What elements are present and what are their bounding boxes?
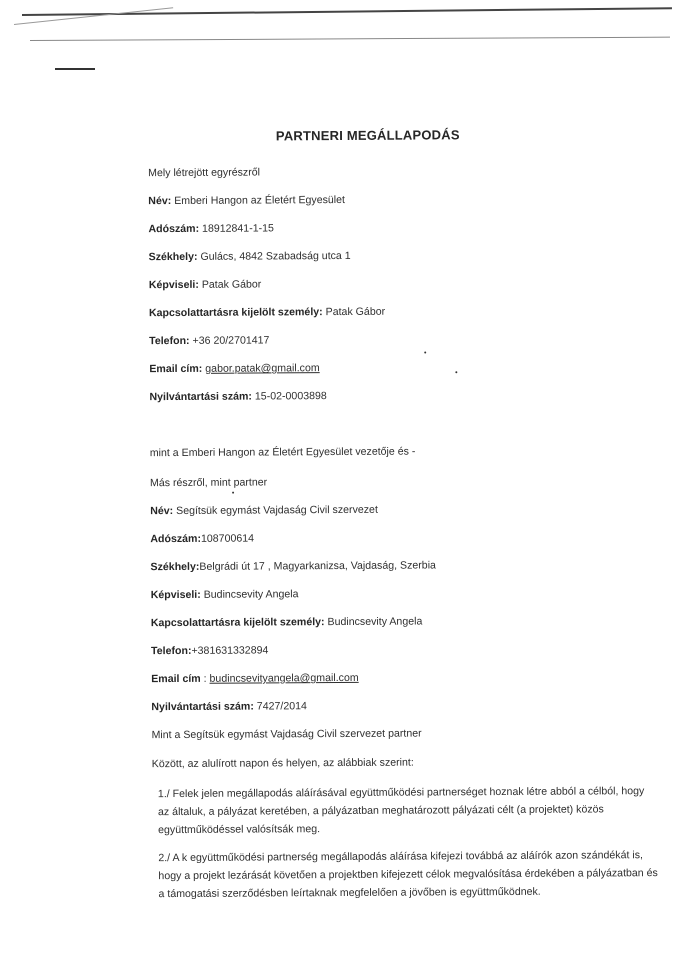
label: Telefon:: [149, 334, 190, 348]
party2-contact: [151, 615, 423, 629]
party2-rep: [151, 588, 299, 601]
label: Név:: [150, 505, 174, 518]
label: Adószám:: [148, 222, 200, 236]
value: +36 20/2701417: [192, 334, 270, 347]
party2-role: Mint a Segítsük egymást Vajdaság Civil szervezet partner: [151, 727, 422, 742]
value: 7427/2014: [256, 700, 307, 713]
party1-tax: [148, 222, 274, 235]
value: Budincsevity Angela: [203, 588, 299, 601]
scan-edge-line: [30, 37, 670, 41]
value: +381631332894: [191, 644, 269, 657]
label: Nyilvántartási szám:: [151, 700, 254, 714]
party1-reg: [149, 390, 326, 403]
party1-name: [148, 194, 345, 207]
email-link[interactable]: budincsevityangela@gmail.com: [209, 671, 359, 685]
scan-edge-line: [14, 7, 173, 25]
intro-text: Mely létrejött egyrészről: [148, 166, 261, 180]
clause-1: 1./ Felek jelen megállapodás aláírásával együttműködési partnerséget hoznak létre abból a célból, hogy az általuk, a pályázat keretében, a pályázatban meghatározott pályázati célt (a projektet) közös együttműködéssel valósítsák meg.: [157, 785, 645, 837]
label: Kapcsolattartásra kijelölt személy:: [148, 306, 323, 320]
value: Patak Gábor: [201, 278, 262, 291]
scan-mark: [55, 68, 95, 70]
label: Email cím: [151, 672, 201, 686]
scan-speck: [455, 371, 457, 373]
value: 108700614: [200, 532, 255, 545]
label: Név:: [148, 195, 172, 208]
value: Patak Gábor: [325, 305, 386, 319]
party1-rep: [149, 278, 262, 291]
scan-edge-line: [22, 7, 672, 16]
label: Telefon:: [151, 644, 192, 658]
between-text: Között, az alulírott napon és helyen, az alábbiak szerint:: [151, 756, 414, 771]
party2-tax: [150, 533, 254, 546]
party2-phone: [151, 644, 268, 657]
party1-role: mint a Emberi Hangon az Életért Egyesület vezetője és -: [149, 445, 416, 460]
party1-phone: [149, 334, 269, 347]
party2-email: [151, 672, 359, 685]
label: Kapcsolattartásra kijelölt személy:: [150, 616, 325, 630]
scan-speck: [424, 351, 426, 353]
value: Belgrádi út 17 , Magyarkanizsa, Vajdaság, Szerbia: [199, 559, 436, 573]
party2-reg: [151, 700, 307, 713]
value: Budincsevity Angela: [327, 615, 423, 629]
email-link[interactable]: gabor.patak@gmail.com: [205, 362, 320, 375]
label: Székhely:: [150, 560, 200, 574]
label: Nyilvántartási szám:: [149, 390, 252, 404]
party1-contact: [149, 306, 385, 319]
scan-speck: [232, 492, 234, 494]
intro-text-2: Más részről, mint partner: [149, 476, 268, 490]
clause-2: 2./ A k együttműködési partnerség megállapodás aláírása kifejezi továbbá az aláírók azon szándékát is, hogy a projekt lezárását követően a projektben kifejezett célok megvalósítása érdekében a pályázatban és a támogatási szerződésben leírtaknak megfelelően a jövőben is együttműködnek.: [158, 849, 658, 901]
party1-seat: [149, 250, 351, 263]
party1-email: [149, 362, 319, 375]
party2-name: [150, 504, 378, 517]
label: Adószám:: [150, 532, 202, 546]
value: Gulács, 4842 Szabadság utca 1: [200, 249, 351, 263]
party2-seat: [150, 559, 435, 573]
label: Email cím:: [149, 362, 203, 376]
value: Segítsük egymást Vajdaság Civil szervezet: [176, 503, 378, 518]
value: 18912841-1-15: [202, 222, 274, 235]
label: Képviseli:: [148, 278, 199, 292]
separator: :: [200, 672, 210, 685]
document-title: PARTNERI MEGÁLLAPODÁS: [275, 127, 460, 144]
label: Képviseli:: [150, 588, 201, 602]
value: 15-02-0003898: [254, 390, 327, 403]
label: Székhely:: [148, 250, 198, 264]
value: Emberi Hangon az Életért Egyesület: [174, 193, 346, 208]
